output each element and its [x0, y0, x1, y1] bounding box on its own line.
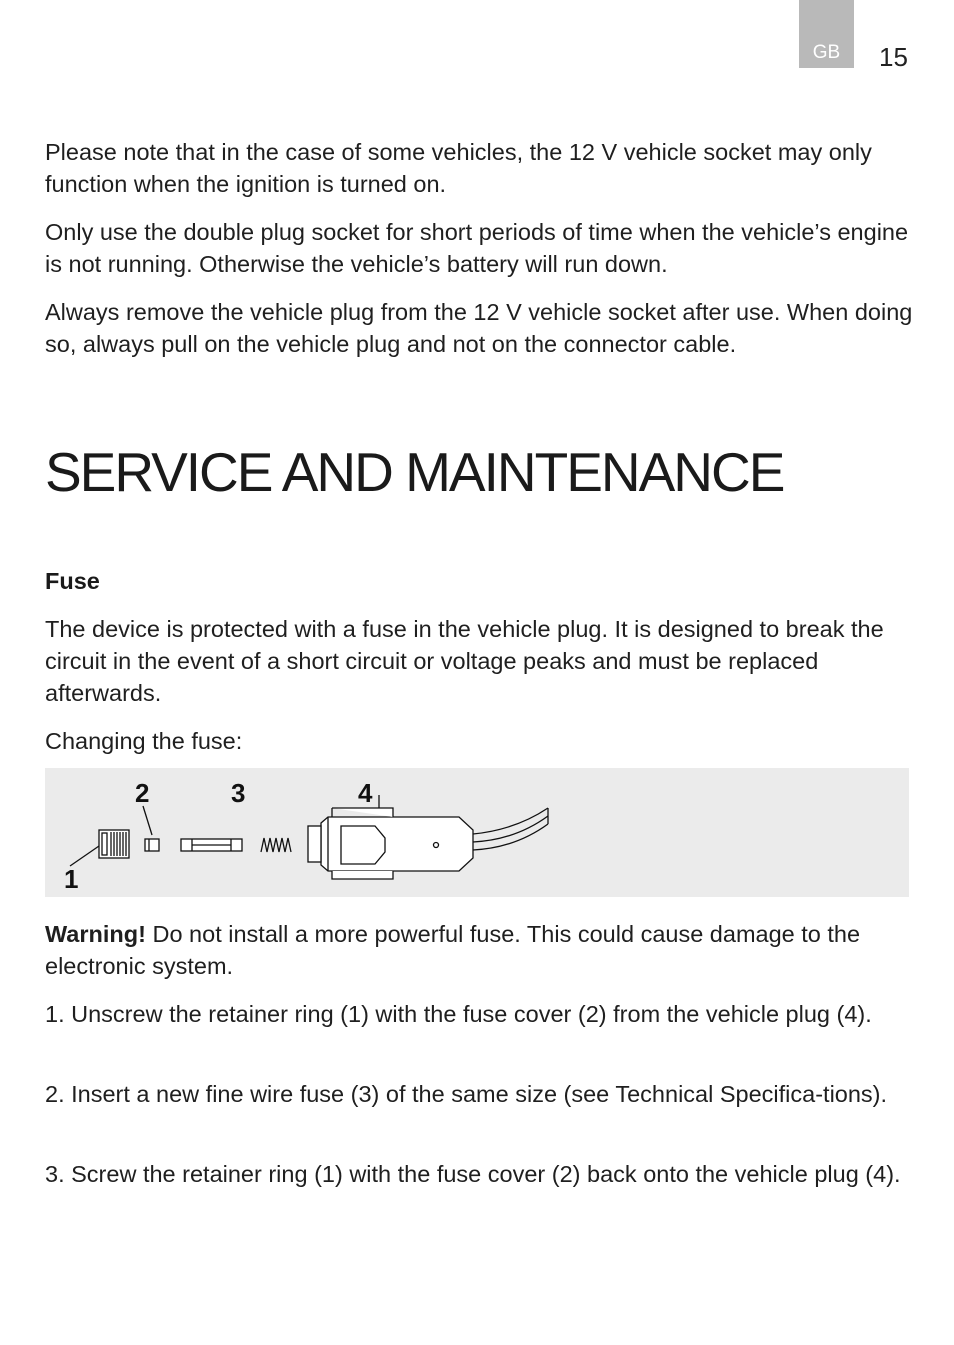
warning-text: Do not install a more powerful fuse. This could cause damage to the electronic system. — [45, 921, 861, 979]
warning-label: Warning! — [45, 921, 146, 947]
intro-paragraph-remove-plug: Always remove the vehicle plug from the 12 V vehicle socket after use. When doing so, always pull on the vehicle plug and not on the connector cable. — [45, 299, 913, 357]
language-tab — [799, 0, 854, 68]
figure-label-3: 3 — [231, 778, 246, 808]
fuse-description: The device is protected with a fuse in the vehicle plug. It is designed to break the circuit in the event of a short circuit or voltage peaks and must be replaced afterwards. — [45, 616, 884, 706]
figure-label-1: 1 — [64, 864, 79, 894]
figure-label-4: 4 — [358, 778, 373, 808]
vehicle-plug-drawing — [308, 795, 548, 879]
intro-paragraph-engine: Only use the double plug socket for short periods of time when the vehicle’s engine is not running. Otherwise the vehicle’s battery will run down. — [45, 219, 909, 277]
language-tab-label: GB — [812, 42, 841, 63]
fuse-drawing — [181, 839, 242, 851]
fuse-subheading: Fuse — [45, 568, 100, 594]
page-number: 15 — [879, 42, 908, 72]
spring-drawing — [261, 838, 291, 852]
step-1: 1. Unscrew the retainer ring (1) with the fuse cover (2) from the vehicle plug (4). — [45, 1001, 872, 1027]
changing-fuse-label: Changing the fuse: — [45, 728, 243, 754]
fuse-cover-drawing — [143, 806, 159, 851]
warning-paragraph — [45, 918, 915, 982]
step-2: 2. Insert a new fine wire fuse (3) of the same size (see Technical Specifica-tions). — [45, 1081, 888, 1107]
step-3: 3. Screw the retainer ring (1) with the fuse cover (2) back onto the vehicle plug (4). — [45, 1161, 901, 1187]
fuse-diagram — [45, 768, 909, 897]
retainer-ring-drawing — [70, 830, 129, 866]
fuse-diagram-panel — [45, 768, 909, 897]
section-title: SERVICE AND MAINTENANCE — [45, 441, 784, 503]
intro-paragraph-ignition: Please note that in the case of some vehicles, the 12 V vehicle socket may only function when the ignition is turned on. — [45, 139, 872, 197]
figure-label-2: 2 — [135, 778, 150, 808]
